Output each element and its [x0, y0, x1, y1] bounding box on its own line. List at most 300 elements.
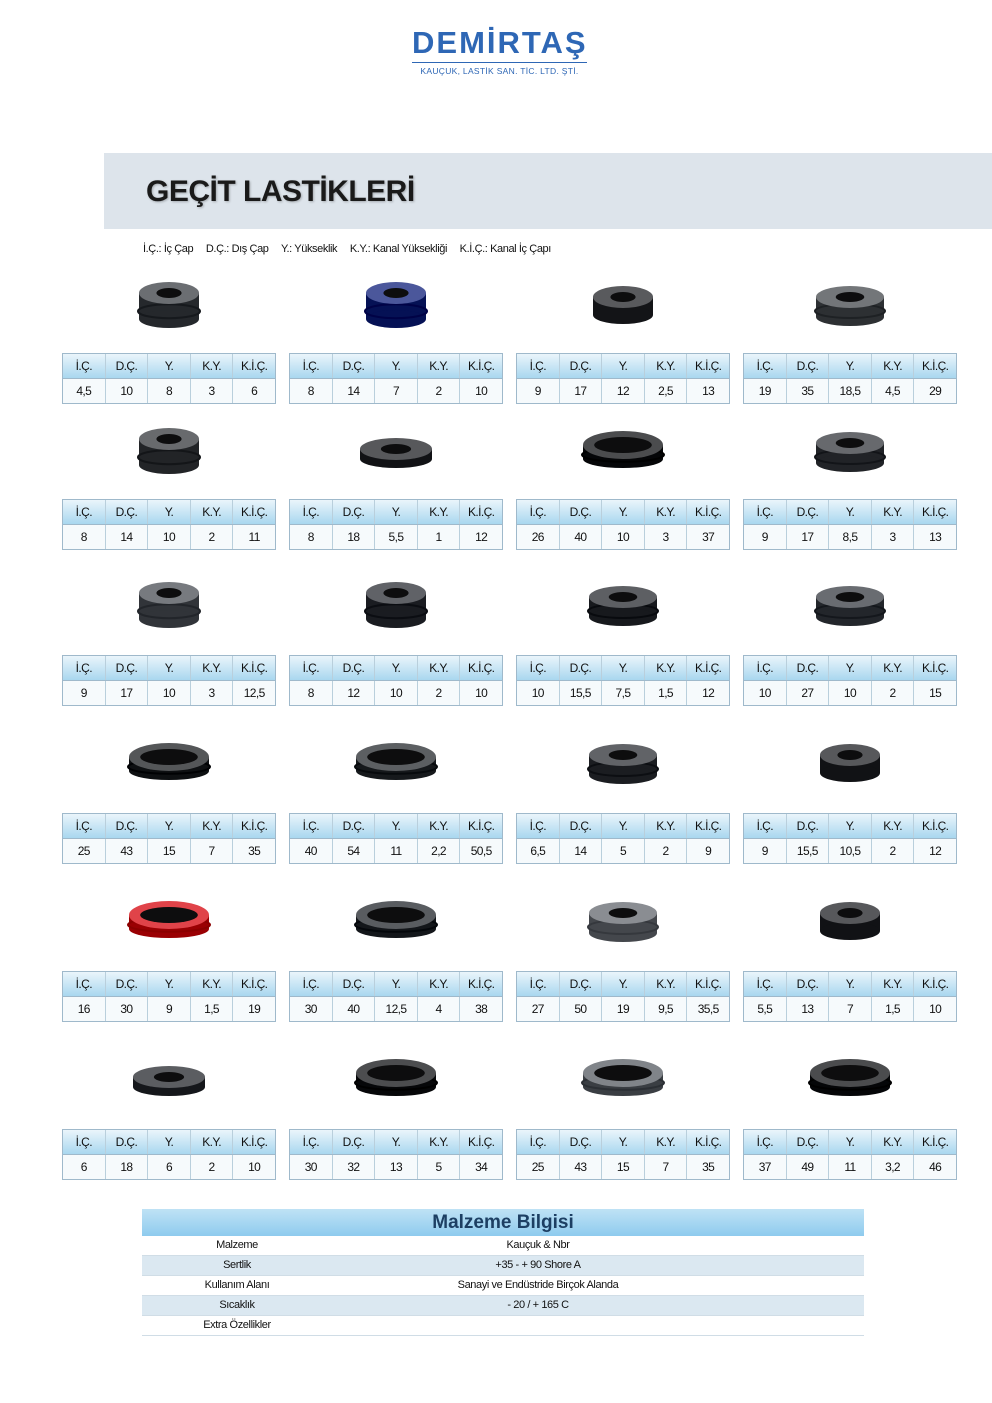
grommet-hole	[367, 1065, 425, 1081]
dimension-table	[289, 813, 503, 864]
material-key: Kullanım Alanı	[204, 1279, 270, 1291]
dimension-header-row	[63, 814, 275, 838]
dimension-header-cell: K.Y.	[418, 1130, 461, 1154]
dimension-header-cell: K.İ.Ç.	[240, 977, 268, 991]
dimension-value-row	[63, 378, 275, 403]
dimension-value-cell: 2	[191, 1155, 234, 1179]
dimension-header-cell: D.Ç.	[106, 500, 149, 524]
dimension-value-cell: 10	[744, 681, 787, 705]
dimension-header-cell: K.Y.	[645, 354, 688, 378]
dimension-header-row	[517, 1130, 729, 1154]
dimension-value-cell: 14	[333, 379, 376, 403]
dimension-header-row	[744, 500, 956, 524]
dimension-value-cell: 15	[929, 686, 942, 700]
dimension-header-cell: Y.	[602, 972, 645, 996]
grommet-hole	[837, 908, 862, 918]
dimension-table	[743, 353, 957, 404]
dimension-header-cell: Y.	[829, 500, 872, 524]
dimension-header-row	[290, 814, 502, 838]
dimension-value-cell: 8	[290, 681, 333, 705]
grommet-image	[516, 1049, 730, 1119]
dimension-header-cell: K.Y.	[191, 972, 234, 996]
dimension-header-cell: Y.	[602, 354, 645, 378]
dimension-header-cell: İ.Ç.	[517, 814, 560, 838]
dimension-header-cell: K.İ.Ç.	[240, 661, 268, 675]
dimension-header-row	[290, 656, 502, 680]
legend-item: K.İ.Ç.: Kanal İç Çapı	[459, 243, 551, 255]
dimension-value-cell: 54	[333, 839, 376, 863]
dimension-header-cell: Y.	[148, 500, 191, 524]
dimension-value-row	[744, 524, 956, 549]
grommet-bottom	[820, 764, 880, 782]
dimension-value-cell: 10	[148, 525, 191, 549]
material-value: - 20 / + 165 C	[507, 1299, 569, 1311]
dimension-value-row	[744, 996, 956, 1021]
dimension-table	[289, 499, 503, 550]
dimension-header-cell: D.Ç.	[333, 1130, 376, 1154]
dimension-header-cell: D.Ç.	[560, 354, 603, 378]
dimension-header-cell: K.İ.Ç.	[467, 505, 495, 519]
material-info-table	[142, 1209, 864, 1336]
dimension-header-cell: K.Y.	[418, 972, 461, 996]
dimension-value-cell: 5,5	[744, 997, 787, 1021]
dimension-header-cell: Y.	[829, 656, 872, 680]
dimension-value-cell: 15,5	[787, 839, 830, 863]
grommet-hole	[367, 749, 425, 765]
dimension-value-cell: 12	[333, 681, 376, 705]
dimension-header-cell: K.Y.	[191, 814, 234, 838]
dimension-header-cell: K.İ.Ç.	[694, 359, 722, 373]
page-title: GEÇİT LASTİKLERİ	[146, 175, 415, 208]
dimension-header-cell: D.Ç.	[560, 972, 603, 996]
dimension-value-cell: 27	[787, 681, 830, 705]
grommet-hole	[609, 750, 638, 760]
grommet-hole	[156, 288, 181, 298]
grommet-hole	[140, 749, 198, 765]
grommet-image	[289, 575, 503, 645]
dimension-value-cell: 35	[787, 379, 830, 403]
dimension-value-cell: 18	[333, 525, 376, 549]
dimension-value-row	[744, 838, 956, 863]
dimension-header-cell: K.Y.	[645, 500, 688, 524]
dimension-value-cell: 35	[248, 844, 261, 858]
dimension-value-cell: 8	[148, 379, 191, 403]
material-row	[142, 1256, 864, 1276]
dimension-value-cell: 13	[787, 997, 830, 1021]
dimension-header-cell: İ.Ç.	[63, 1130, 106, 1154]
dimension-header-cell: K.Y.	[645, 972, 688, 996]
material-value: Sanayi ve Endüstride Birçok Alanda	[457, 1279, 619, 1291]
dimension-header-cell: İ.Ç.	[290, 972, 333, 996]
dimension-table	[62, 655, 276, 706]
dimension-header-row	[290, 972, 502, 996]
dimension-header-row	[63, 972, 275, 996]
dimension-table	[743, 971, 957, 1022]
dimension-header-cell: K.İ.Ç.	[694, 977, 722, 991]
dimension-header-cell: İ.Ç.	[290, 814, 333, 838]
dimension-value-row	[290, 838, 502, 863]
grommet-image	[289, 421, 503, 491]
dimension-value-cell: 2	[418, 379, 461, 403]
dimension-value-cell: 3	[645, 525, 688, 549]
dimension-header-cell: Y.	[375, 500, 418, 524]
dimension-value-cell: 10	[517, 681, 560, 705]
dimension-header-cell: İ.Ç.	[63, 656, 106, 680]
dimension-table	[743, 499, 957, 550]
dimension-value-cell: 10	[602, 525, 645, 549]
dimension-value-cell: 40	[333, 997, 376, 1021]
dimension-value-cell: 19	[602, 997, 645, 1021]
dimension-header-cell: Y.	[602, 814, 645, 838]
dimension-value-row	[290, 680, 502, 705]
dimension-header-cell: K.Y.	[418, 354, 461, 378]
dimension-value-row	[517, 524, 729, 549]
dimension-table	[516, 655, 730, 706]
material-row	[142, 1296, 864, 1316]
grommet-image	[62, 275, 276, 345]
dimension-value-cell: 38	[475, 1002, 488, 1016]
grommet-image	[743, 733, 957, 803]
grommet-bottom	[820, 922, 880, 940]
dimension-header-cell: İ.Ç.	[744, 656, 787, 680]
dimension-header-cell: K.İ.Ç.	[694, 661, 722, 675]
dimension-header-cell: K.İ.Ç.	[467, 661, 495, 675]
dimension-value-cell: 2	[872, 681, 915, 705]
dimension-value-cell: 15,5	[560, 681, 603, 705]
dimension-header-cell: K.Y.	[872, 1130, 915, 1154]
material-key: Malzeme	[216, 1239, 258, 1251]
dimension-header-cell: D.Ç.	[333, 500, 376, 524]
grommet-hole	[836, 592, 865, 602]
dimension-value-cell: 4,5	[63, 379, 106, 403]
dimension-header-row	[744, 814, 956, 838]
material-key: Sertlik	[223, 1259, 251, 1271]
dimension-header-cell: İ.Ç.	[63, 814, 106, 838]
dimension-header-cell: İ.Ç.	[290, 354, 333, 378]
dimension-header-row	[517, 354, 729, 378]
dimension-header-cell: K.Y.	[418, 656, 461, 680]
dimension-value-cell: 10,5	[829, 839, 872, 863]
dimension-value-cell: 46	[929, 1160, 942, 1174]
dimension-header-cell: K.İ.Ç.	[921, 505, 949, 519]
dimension-value-row	[63, 1154, 275, 1179]
dimension-value-cell: 25	[517, 1155, 560, 1179]
dimension-header-cell: D.Ç.	[333, 656, 376, 680]
dimension-header-cell: İ.Ç.	[63, 500, 106, 524]
dimension-value-cell: 6	[148, 1155, 191, 1179]
dimension-header-cell: İ.Ç.	[517, 1130, 560, 1154]
dimension-header-row	[744, 354, 956, 378]
dimension-header-cell: K.İ.Ç.	[467, 819, 495, 833]
dimension-value-cell: 6	[63, 1155, 106, 1179]
material-row	[142, 1316, 864, 1336]
dimension-header-cell: K.İ.Ç.	[694, 1135, 722, 1149]
dimension-table	[516, 353, 730, 404]
dimension-header-cell: Y.	[829, 354, 872, 378]
dimension-value-row	[63, 838, 275, 863]
dimension-header-cell: Y.	[602, 500, 645, 524]
dimension-header-cell: Y.	[375, 656, 418, 680]
dimension-header-cell: K.İ.Ç.	[467, 1135, 495, 1149]
dimension-header-cell: K.Y.	[872, 354, 915, 378]
dimension-value-cell: 34	[475, 1160, 488, 1174]
dimension-table	[62, 499, 276, 550]
dimension-value-cell: 11	[829, 1155, 872, 1179]
grommet-image	[516, 421, 730, 491]
dimension-value-cell: 10	[929, 1002, 942, 1016]
dimension-value-cell: 6	[251, 384, 258, 398]
grommet-hole	[154, 1072, 184, 1082]
dimension-header-cell: İ.Ç.	[290, 500, 333, 524]
dimension-value-cell: 9,5	[645, 997, 688, 1021]
dimension-value-cell: 1	[418, 525, 461, 549]
dimension-value-cell: 14	[106, 525, 149, 549]
dimension-value-cell: 3	[191, 379, 234, 403]
grommet-hole	[594, 437, 652, 453]
grommet-bottom	[593, 306, 653, 324]
dimension-value-cell: 14	[560, 839, 603, 863]
dimension-header-cell: K.İ.Ç.	[921, 819, 949, 833]
dimension-value-cell: 40	[560, 525, 603, 549]
grommet-image	[62, 421, 276, 491]
material-key: Sıcaklık	[219, 1299, 255, 1311]
dimension-header-cell: İ.Ç.	[290, 656, 333, 680]
dimension-header-cell: İ.Ç.	[517, 354, 560, 378]
dimension-value-cell: 35	[702, 1160, 715, 1174]
abbreviation-legend	[143, 243, 561, 255]
brand-name: DEMİRTAŞ	[412, 25, 588, 60]
dimension-table	[743, 813, 957, 864]
brand-subtitle: KAUÇUK, LASTİK SAN. TİC. LTD. ŞTİ.	[420, 66, 579, 76]
dimension-value-cell: 9	[744, 525, 787, 549]
dimension-value-cell: 11	[375, 839, 418, 863]
dimension-value-row	[63, 680, 275, 705]
dimension-value-cell: 2	[191, 525, 234, 549]
dimension-header-row	[63, 500, 275, 524]
grommet-hole	[821, 1065, 879, 1081]
dimension-value-cell: 15	[602, 1155, 645, 1179]
dimension-value-cell: 50,5	[470, 844, 492, 858]
dimension-table	[62, 353, 276, 404]
dimension-value-cell: 13	[375, 1155, 418, 1179]
dimension-header-cell: D.Ç.	[787, 500, 830, 524]
dimension-value-row	[517, 378, 729, 403]
dimension-header-row	[290, 1130, 502, 1154]
dimension-header-cell: İ.Ç.	[744, 814, 787, 838]
dimension-header-cell: İ.Ç.	[63, 972, 106, 996]
dimension-header-cell: D.Ç.	[333, 814, 376, 838]
dimension-header-cell: Y.	[602, 656, 645, 680]
dimension-value-cell: 35,5	[697, 1002, 719, 1016]
dimension-header-cell: K.Y.	[191, 354, 234, 378]
dimension-header-cell: İ.Ç.	[517, 500, 560, 524]
dimension-header-cell: D.Ç.	[787, 656, 830, 680]
dimension-value-cell: 12	[929, 844, 942, 858]
dimension-header-cell: K.Y.	[418, 500, 461, 524]
dimension-header-cell: Y.	[148, 656, 191, 680]
dimension-header-cell: K.İ.Ç.	[467, 359, 495, 373]
dimension-value-row	[290, 524, 502, 549]
dimension-value-cell: 4	[418, 997, 461, 1021]
dimension-header-cell: D.Ç.	[787, 814, 830, 838]
dimension-header-cell: D.Ç.	[106, 972, 149, 996]
dimension-header-cell: K.Y.	[872, 656, 915, 680]
dimension-header-cell: Y.	[375, 814, 418, 838]
dimension-value-cell: 12	[475, 530, 488, 544]
dimension-value-cell: 3	[191, 681, 234, 705]
dimension-value-cell: 8	[63, 525, 106, 549]
legend-item: D.Ç.: Dış Çap	[205, 243, 269, 255]
dimension-value-cell: 19	[248, 1002, 261, 1016]
dimension-value-cell: 8,5	[829, 525, 872, 549]
dimension-header-cell: Y.	[148, 972, 191, 996]
dimension-value-cell: 29	[929, 384, 942, 398]
dimension-value-cell: 30	[290, 1155, 333, 1179]
dimension-table	[289, 353, 503, 404]
dimension-value-cell: 12	[602, 379, 645, 403]
legend-item: Y.: Yükseklik	[281, 243, 338, 255]
dimension-value-cell: 49	[787, 1155, 830, 1179]
dimension-header-cell: D.Ç.	[106, 354, 149, 378]
grommet-image	[289, 733, 503, 803]
dimension-value-cell: 2	[872, 839, 915, 863]
dimension-value-cell: 18	[106, 1155, 149, 1179]
legend-item: K.Y.: Kanal Yüksekliği	[349, 243, 448, 255]
logo-divider	[412, 62, 587, 63]
dimension-value-cell: 10	[106, 379, 149, 403]
dimension-value-cell: 10	[829, 681, 872, 705]
dimension-value-cell: 11	[248, 530, 260, 544]
dimension-header-cell: K.İ.Ç.	[467, 977, 495, 991]
material-info-title: Malzeme Bilgisi	[142, 1209, 864, 1236]
dimension-value-cell: 4,5	[872, 379, 915, 403]
dimension-value-row	[290, 378, 502, 403]
dimension-header-row	[517, 656, 729, 680]
dimension-header-cell: Y.	[148, 1130, 191, 1154]
dimension-value-cell: 9	[705, 844, 712, 858]
dimension-header-cell: İ.Ç.	[744, 500, 787, 524]
dimension-value-cell: 3,2	[872, 1155, 915, 1179]
dimension-header-row	[517, 972, 729, 996]
grommet-hole	[383, 588, 408, 598]
grommet-image	[743, 575, 957, 645]
grommet-image	[743, 421, 957, 491]
grommet-hole	[381, 444, 411, 454]
dimension-value-cell: 26	[517, 525, 560, 549]
dimension-value-cell: 43	[560, 1155, 603, 1179]
dimension-header-cell: İ.Ç.	[744, 354, 787, 378]
grommet-image	[289, 891, 503, 961]
grommet-hole	[156, 434, 181, 444]
grommet-image	[516, 733, 730, 803]
dimension-header-cell: K.Y.	[645, 814, 688, 838]
dimension-header-row	[290, 354, 502, 378]
grommet-hole	[609, 592, 638, 602]
dimension-header-cell: D.Ç.	[787, 972, 830, 996]
dimension-table	[516, 499, 730, 550]
dimension-value-cell: 5	[602, 839, 645, 863]
dimension-value-cell: 6,5	[517, 839, 560, 863]
grommet-image	[516, 891, 730, 961]
material-value	[332, 1316, 864, 1335]
dimension-header-row	[63, 1130, 275, 1154]
dimension-table	[743, 1129, 957, 1180]
dimension-header-cell: D.Ç.	[333, 972, 376, 996]
dimension-table	[516, 1129, 730, 1180]
dimension-header-row	[517, 814, 729, 838]
dimension-header-cell: K.Y.	[872, 814, 915, 838]
dimension-value-cell: 9	[744, 839, 787, 863]
dimension-value-cell: 1,5	[645, 681, 688, 705]
dimension-header-cell: D.Ç.	[560, 1130, 603, 1154]
dimension-header-cell: K.Y.	[191, 1130, 234, 1154]
dimension-value-cell: 19	[744, 379, 787, 403]
dimension-header-cell: D.Ç.	[560, 500, 603, 524]
dimension-header-cell: Y.	[829, 1130, 872, 1154]
dimension-value-row	[517, 680, 729, 705]
dimension-value-cell: 50	[560, 997, 603, 1021]
grommet-hole	[367, 907, 425, 923]
grommet-image	[743, 891, 957, 961]
dimension-value-cell: 2,5	[645, 379, 688, 403]
dimension-value-row	[744, 680, 956, 705]
dimension-header-cell: K.İ.Ç.	[921, 977, 949, 991]
dimension-header-cell: K.Y.	[418, 814, 461, 838]
dimension-header-cell: K.Y.	[191, 500, 234, 524]
dimension-value-row	[63, 524, 275, 549]
dimension-value-cell: 7	[191, 839, 234, 863]
dimension-value-cell: 2	[418, 681, 461, 705]
grommet-hole	[836, 292, 865, 302]
dimension-header-cell: Y.	[375, 1130, 418, 1154]
dimension-header-cell: D.Ç.	[106, 656, 149, 680]
dimension-value-cell: 30	[106, 997, 149, 1021]
dimension-value-row	[290, 1154, 502, 1179]
dimension-header-cell: K.İ.Ç.	[921, 661, 949, 675]
dimension-value-cell: 7	[829, 997, 872, 1021]
dimension-header-row	[517, 500, 729, 524]
dimension-header-cell: K.Y.	[191, 656, 234, 680]
material-row	[142, 1276, 864, 1296]
dimension-value-cell: 13	[929, 530, 942, 544]
dimension-header-cell: Y.	[148, 814, 191, 838]
dimension-header-cell: K.İ.Ç.	[921, 359, 949, 373]
dimension-header-cell: Y.	[375, 354, 418, 378]
dimension-header-cell: K.İ.Ç.	[921, 1135, 949, 1149]
dimension-header-cell: İ.Ç.	[290, 1130, 333, 1154]
dimension-value-row	[517, 1154, 729, 1179]
dimension-value-cell: 43	[106, 839, 149, 863]
dimension-value-row	[744, 378, 956, 403]
grommet-image	[62, 575, 276, 645]
dimension-header-cell: K.Y.	[872, 500, 915, 524]
grommet-image	[62, 733, 276, 803]
dimension-table	[516, 971, 730, 1022]
dimension-header-row	[744, 972, 956, 996]
dimension-value-cell: 12,5	[243, 686, 265, 700]
dimension-value-cell: 40	[290, 839, 333, 863]
grommet-hole	[837, 750, 862, 760]
dimension-value-cell: 30	[290, 997, 333, 1021]
dimension-header-cell: D.Ç.	[787, 1130, 830, 1154]
dimension-header-cell: D.Ç.	[560, 814, 603, 838]
grommet-image	[289, 275, 503, 345]
dimension-header-cell: K.Y.	[645, 1130, 688, 1154]
dimension-value-cell: 5,5	[375, 525, 418, 549]
dimension-value-cell: 16	[63, 997, 106, 1021]
dimension-value-cell: 7	[375, 379, 418, 403]
dimension-value-cell: 17	[787, 525, 830, 549]
